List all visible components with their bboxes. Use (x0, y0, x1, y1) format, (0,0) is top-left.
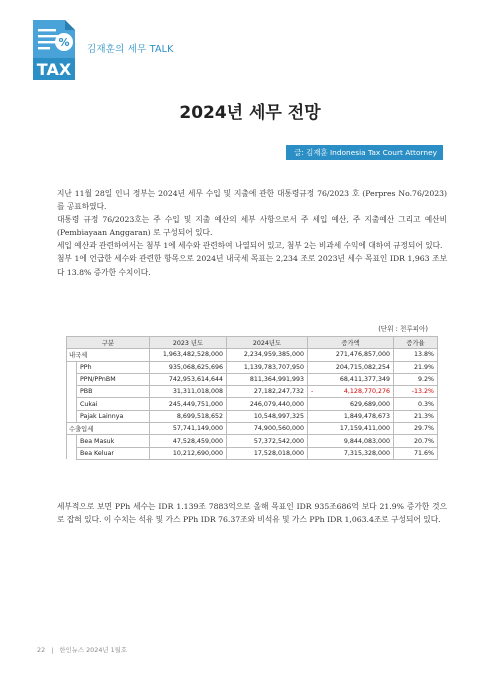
increase-value: 4,128,770,276 (343, 388, 390, 396)
increase-value: 7,315,328,000 (343, 449, 390, 457)
row-indent (67, 361, 77, 373)
intro-text (57, 187, 447, 279)
cell-2023: 10,212,690,000 (150, 447, 227, 459)
tax-revenue-table (66, 323, 438, 460)
cell-2023: 1,963,482,528,000 (150, 349, 227, 361)
cell-2024: 811,364,991,993 (227, 373, 308, 385)
cell-2023: 47,528,459,000 (150, 435, 227, 447)
table-row (67, 349, 438, 361)
header-2024: 2024년도 (227, 337, 308, 349)
cell-2023: 57,741,149,000 (150, 423, 227, 435)
cell-rate: 21.9% (394, 361, 438, 373)
cell-rate: 71.6% (394, 447, 438, 459)
table-row (67, 386, 438, 398)
cell-increase (308, 361, 394, 373)
row-subcategory: Cukai (77, 398, 150, 410)
cell-2023: 8,699,518,652 (150, 410, 227, 422)
cell-2024: 27,182,247,732 (227, 386, 308, 398)
cell-increase (308, 423, 394, 435)
cell-rate: 20.7% (394, 435, 438, 447)
cell-2024: 17,528,018,000 (227, 447, 308, 459)
header-2023: 2023 년도 (150, 337, 227, 349)
row-subcategory: PPN/PPnBM (77, 373, 150, 385)
cell-2024: 57,372,542,000 (227, 435, 308, 447)
row-subcategory: Pajak Lainnya (77, 410, 150, 422)
author-byline: 글: 김재훈 Indonesia Tax Court Attorney (286, 145, 443, 160)
row-indent (67, 447, 77, 459)
cell-increase (308, 373, 394, 385)
page-number: 22 (37, 646, 46, 654)
row-indent (67, 435, 77, 447)
cell-increase (308, 447, 394, 459)
cell-2023: 742,953,614,644 (150, 373, 227, 385)
cell-increase (308, 435, 394, 447)
row-subcategory: Bea Keluar (77, 447, 150, 459)
cell-increase (308, 349, 394, 361)
paragraph: 지난 11월 28일 인니 정부는 2024년 세무 수입 및 지출에 관한 대통령규정 76/2023 호 (Perpres No.76/2023) 를 공표하였다. (57, 189, 447, 212)
row-indent (67, 398, 77, 410)
row-indent (67, 410, 77, 422)
cell-2024: 1,139,783,707,950 (227, 361, 308, 373)
column-name: 김재훈의 세무 TALK (87, 44, 174, 55)
cell-2023: 935,068,625,696 (150, 361, 227, 373)
cell-2024: 2,234,959,385,000 (227, 349, 308, 361)
table-row (67, 373, 438, 385)
cell-rate: 13.8% (394, 349, 438, 361)
publication-name: 한인뉴스 2024년 1월호 (59, 646, 127, 654)
paragraph: 대통령 규정 76/2023호는 주 수입 및 지출 예산의 세부 사항으로서 주 세입 예산, 주 지출예산 그리고 예산비(Pembiayaan Anggaran) 로 구성되어 있다. (57, 215, 447, 238)
paragraph: 첨부 1에 언급한 세수와 관련한 항목으로 2024년 내국세 목표는 2,234 조로 2023년 세수 목표인 IDR 1,963 조보다 13.8% 증가한 수치이다. (57, 254, 447, 277)
row-category: 수출입세 (67, 423, 150, 435)
row-subcategory: PBB (77, 386, 150, 398)
row-category: 내국세 (67, 349, 150, 361)
increase-value: 629,689,000 (349, 400, 390, 408)
cell-increase (308, 410, 394, 422)
cell-2023: 245,449,751,000 (150, 398, 227, 410)
table-row (67, 410, 438, 422)
table-header-row (67, 337, 438, 349)
table-row (67, 398, 438, 410)
paragraph: 세입 예산과 관련하여서는 첨부 1에 세수와 관련하여 나열되어 있고, 첨부 2는 비과세 수익에 대하여 규정되어 있다. (57, 241, 443, 251)
row-indent (67, 386, 77, 398)
cell-rate: 9.2% (394, 373, 438, 385)
table-row (67, 423, 438, 435)
increase-value: 9,844,083,000 (343, 437, 390, 445)
header-rate: 증가율 (394, 337, 438, 349)
row-indent (67, 373, 77, 385)
increase-value: 68,411,377,349 (339, 376, 390, 384)
cell-rate: 21.3% (394, 410, 438, 422)
cell-2024: 10,548,997,325 (227, 410, 308, 422)
closing-text (57, 500, 447, 526)
cell-increase (308, 398, 394, 410)
page-footer (37, 645, 127, 654)
cell-2024: 246,079,440,000 (227, 398, 308, 410)
tax-logo-icon (29, 18, 79, 88)
cell-2024: 74,900,560,000 (227, 423, 308, 435)
cell-2023: 31,311,018,008 (150, 386, 227, 398)
row-subcategory: Bea Masuk (77, 435, 150, 447)
cell-increase (308, 386, 394, 398)
negative-sign: - (311, 388, 314, 396)
logo-text: TAX (36, 60, 72, 79)
cell-rate: 29.7% (394, 423, 438, 435)
increase-value: 1,849,478,673 (343, 412, 390, 420)
increase-value: 17,159,411,000 (339, 425, 390, 433)
footer-separator: | (51, 646, 54, 654)
table-row (67, 435, 438, 447)
revenue-table (66, 336, 438, 460)
header-increase: 증가액 (308, 337, 394, 349)
unit-label: (단위 : 천루피아) (378, 325, 428, 333)
percent-symbol: % (58, 36, 70, 49)
article-title: 2024년 세무 전망 (179, 103, 321, 123)
table-row (67, 361, 438, 373)
table-row (67, 447, 438, 459)
paragraph: 세부적으로 보면 PPh 세수는 IDR 1.139조 7883억으로 올해 목표인 IDR 935조686억 보다 21.9% 증가한 것으로 잡혀 있다. 이 수치는 석유 및 가스 PPh IDR 76.37조와 비석유 및 가스 PPh IDR 1,063.4조로 구성되어 있다. (57, 502, 447, 525)
row-subcategory: PPh (77, 361, 150, 373)
header-category: 구분 (67, 337, 150, 349)
cell-rate: 0.3% (394, 398, 438, 410)
increase-value: 204,715,082,254 (335, 363, 390, 371)
cell-rate: -13.2% (394, 386, 438, 398)
increase-value: 271,476,857,000 (335, 351, 390, 359)
